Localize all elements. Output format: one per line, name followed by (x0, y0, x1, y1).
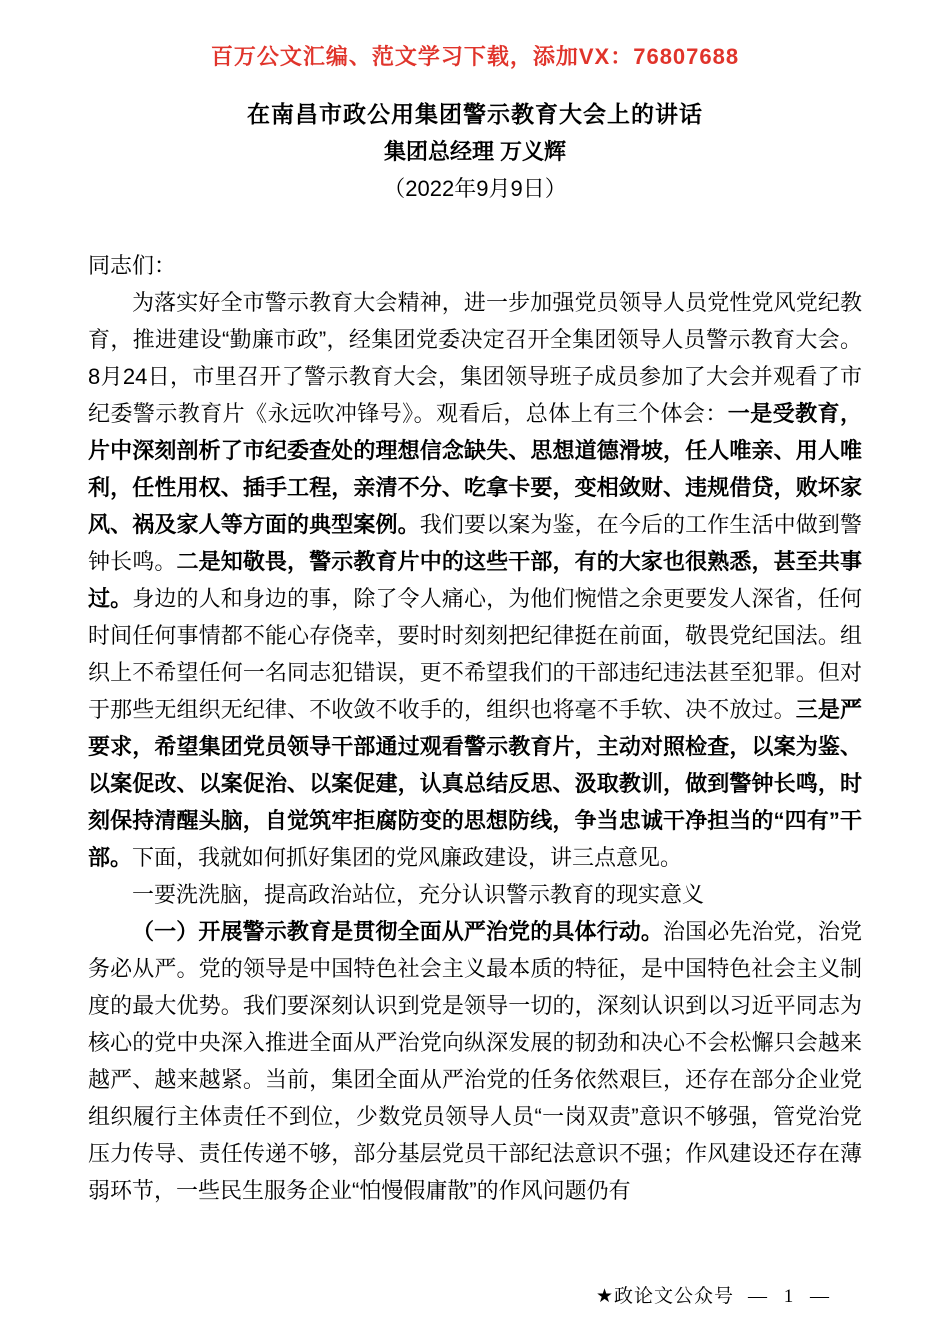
document-date: （2022年9月9日） (383, 176, 567, 201)
text-run: 同志们： (88, 253, 177, 278)
text-run-bold: 三是严要求，希望集团党员领导干部通过观看警示教育片，主动对照检查，以案为鉴、以案促改、以案促治、以案促建，认真总结反思、汲取教训，做到警钟长鸣，时刻保持清醒头脑，自觉筑牢拒腐防变的思想防线，争当忠诚干净担当的“四有”干部。 (88, 697, 862, 870)
footer-page-number: — 1 — (748, 1286, 835, 1307)
document-body (0, 247, 950, 1209)
text-run: 治国必先治党，治党务必从严。党的领导是中国特色社会主义最本质的特征，是中国特色社会主义制度的最大优势。我们要深刻认识到党是领导一切的，深刻认识到以习近平同志为核心的党中央深入推进全面从严治党向纵深发展的韧劲和决心不会松懈只会越来越严、越来越紧。当前，集团全面从严治党的任务依然艰巨，还存在部分企业党组织履行主体责任不到位，少数党员领导人员“一岗双责”意识不够强，管党治党压力传导、责任传递不够，部分基层党员干部纪法意识不强；作风建设还存在薄弱环节，一些民生服务企业“怕慢假庸散”的作风问题仍有 (88, 919, 862, 1203)
text-run: 为落实好全市警示教育大会精神，进一步加强党员领导人员党性党风党纪教育，推进建设“勤廉市政”，经集团党委决定召开全集团领导人员警示教育大会。8月24日，市里召开了警示教育大会，集团领导班子成员参加了大会并观看了市纪委警示教育片《永远吹冲锋号》。观看后，总体上有三个体会： (88, 290, 862, 426)
footer-account-label: ★政论文公众号 (595, 1286, 734, 1307)
document-title: 在南昌市政公用集团警示教育大会上的讲话 (247, 101, 703, 127)
paragraph (88, 284, 862, 876)
paragraph (88, 913, 862, 1209)
text-run: 下面，我就如何抓好集团的党风廉政建设，讲三点意见。 (132, 845, 683, 870)
text-run: 一要洗洗脑，提高政治站位，充分认识警示教育的现实意义 (132, 882, 705, 907)
text-run-bold: 一是受教育，片中深刻剖析了市纪委查处的理想信念缺失、思想道德滑坡，任人唯亲、用人唯利，任性用权、插手工程，亲清不分、吃拿卡要，变相敛财、违规借贷，败坏家风、祸及家人等方面的典型案例。 (88, 401, 862, 537)
header-notice: 百万公文汇编、范文学习下载，添加VX：76807688 (210, 44, 740, 69)
page-footer (596, 1286, 835, 1308)
text-run-bold: （一）开展警示教育是贯彻全面从严治党的具体行动。 (132, 919, 663, 944)
document-author: 集团总经理 万义辉 (383, 139, 567, 164)
text-run-bold: 二是知敬畏，警示教育片中的这些干部，有的大家也很熟悉，甚至共事过。 (88, 549, 862, 611)
text-run: 我们要以案为鉴，在今后的工作生活中做到警钟长鸣。 (88, 512, 862, 574)
paragraph (88, 876, 862, 913)
paragraph (88, 247, 862, 284)
text-run: 身边的人和身边的事，除了令人痛心，为他们惋惜之余更要发人深省，任何时间任何事情都不能心存侥幸，要时时刻刻把纪律挺在前面，敬畏党纪国法。组织上不希望任何一名同志犯错误，更不希望我们的干部违纪违法甚至犯罪。但对于那些无组织无纪律、不收敛不收手的，组织也将毫不手软、决不放过。 (88, 586, 862, 722)
